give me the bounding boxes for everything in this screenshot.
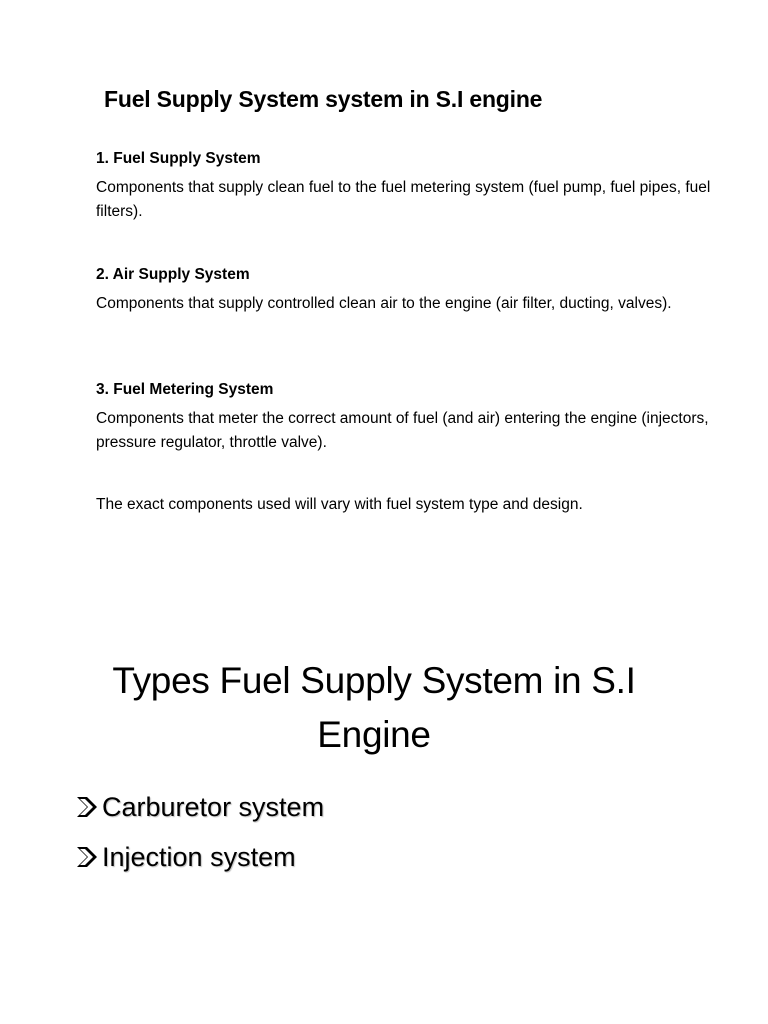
slide-title-line: Types Fuel Supply System in S.I <box>112 660 636 701</box>
arrow-bullet-icon <box>74 794 100 820</box>
section-air-supply <box>96 266 736 316</box>
arrow-bullet-icon <box>74 844 100 870</box>
section-body: Components that meter the correct amount of fuel (and air) entering the engine (injectors, pressure regulator, throttle valve). <box>96 410 709 451</box>
section-fuel-metering <box>96 381 736 455</box>
section-heading: 1. Fuel Supply System <box>96 150 261 167</box>
bullet-label: Carburetor system <box>102 791 325 822</box>
slide-title <box>40 654 708 762</box>
section-heading: 2. Air Supply System <box>96 266 250 283</box>
list-item <box>74 832 324 882</box>
list-item <box>74 782 324 832</box>
section-fuel-supply <box>96 150 736 224</box>
section-body: Components that supply controlled clean air to the engine (air filter, ducting, valves). <box>96 295 672 312</box>
section-body: Components that supply clean fuel to the fuel metering system (fuel pump, fuel pipes, fuel filters). <box>96 179 711 220</box>
bullet-list <box>74 782 324 882</box>
slide-title: Fuel Supply System system in S.I engine <box>104 86 543 112</box>
slide-title-line: Engine <box>317 714 431 755</box>
slide-fuel-system-types <box>0 630 768 1024</box>
section-heading: 3. Fuel Metering System <box>96 381 274 398</box>
footnote: The exact components used will vary with fuel system type and design. <box>96 496 583 513</box>
bullet-label: Injection system <box>102 841 296 872</box>
